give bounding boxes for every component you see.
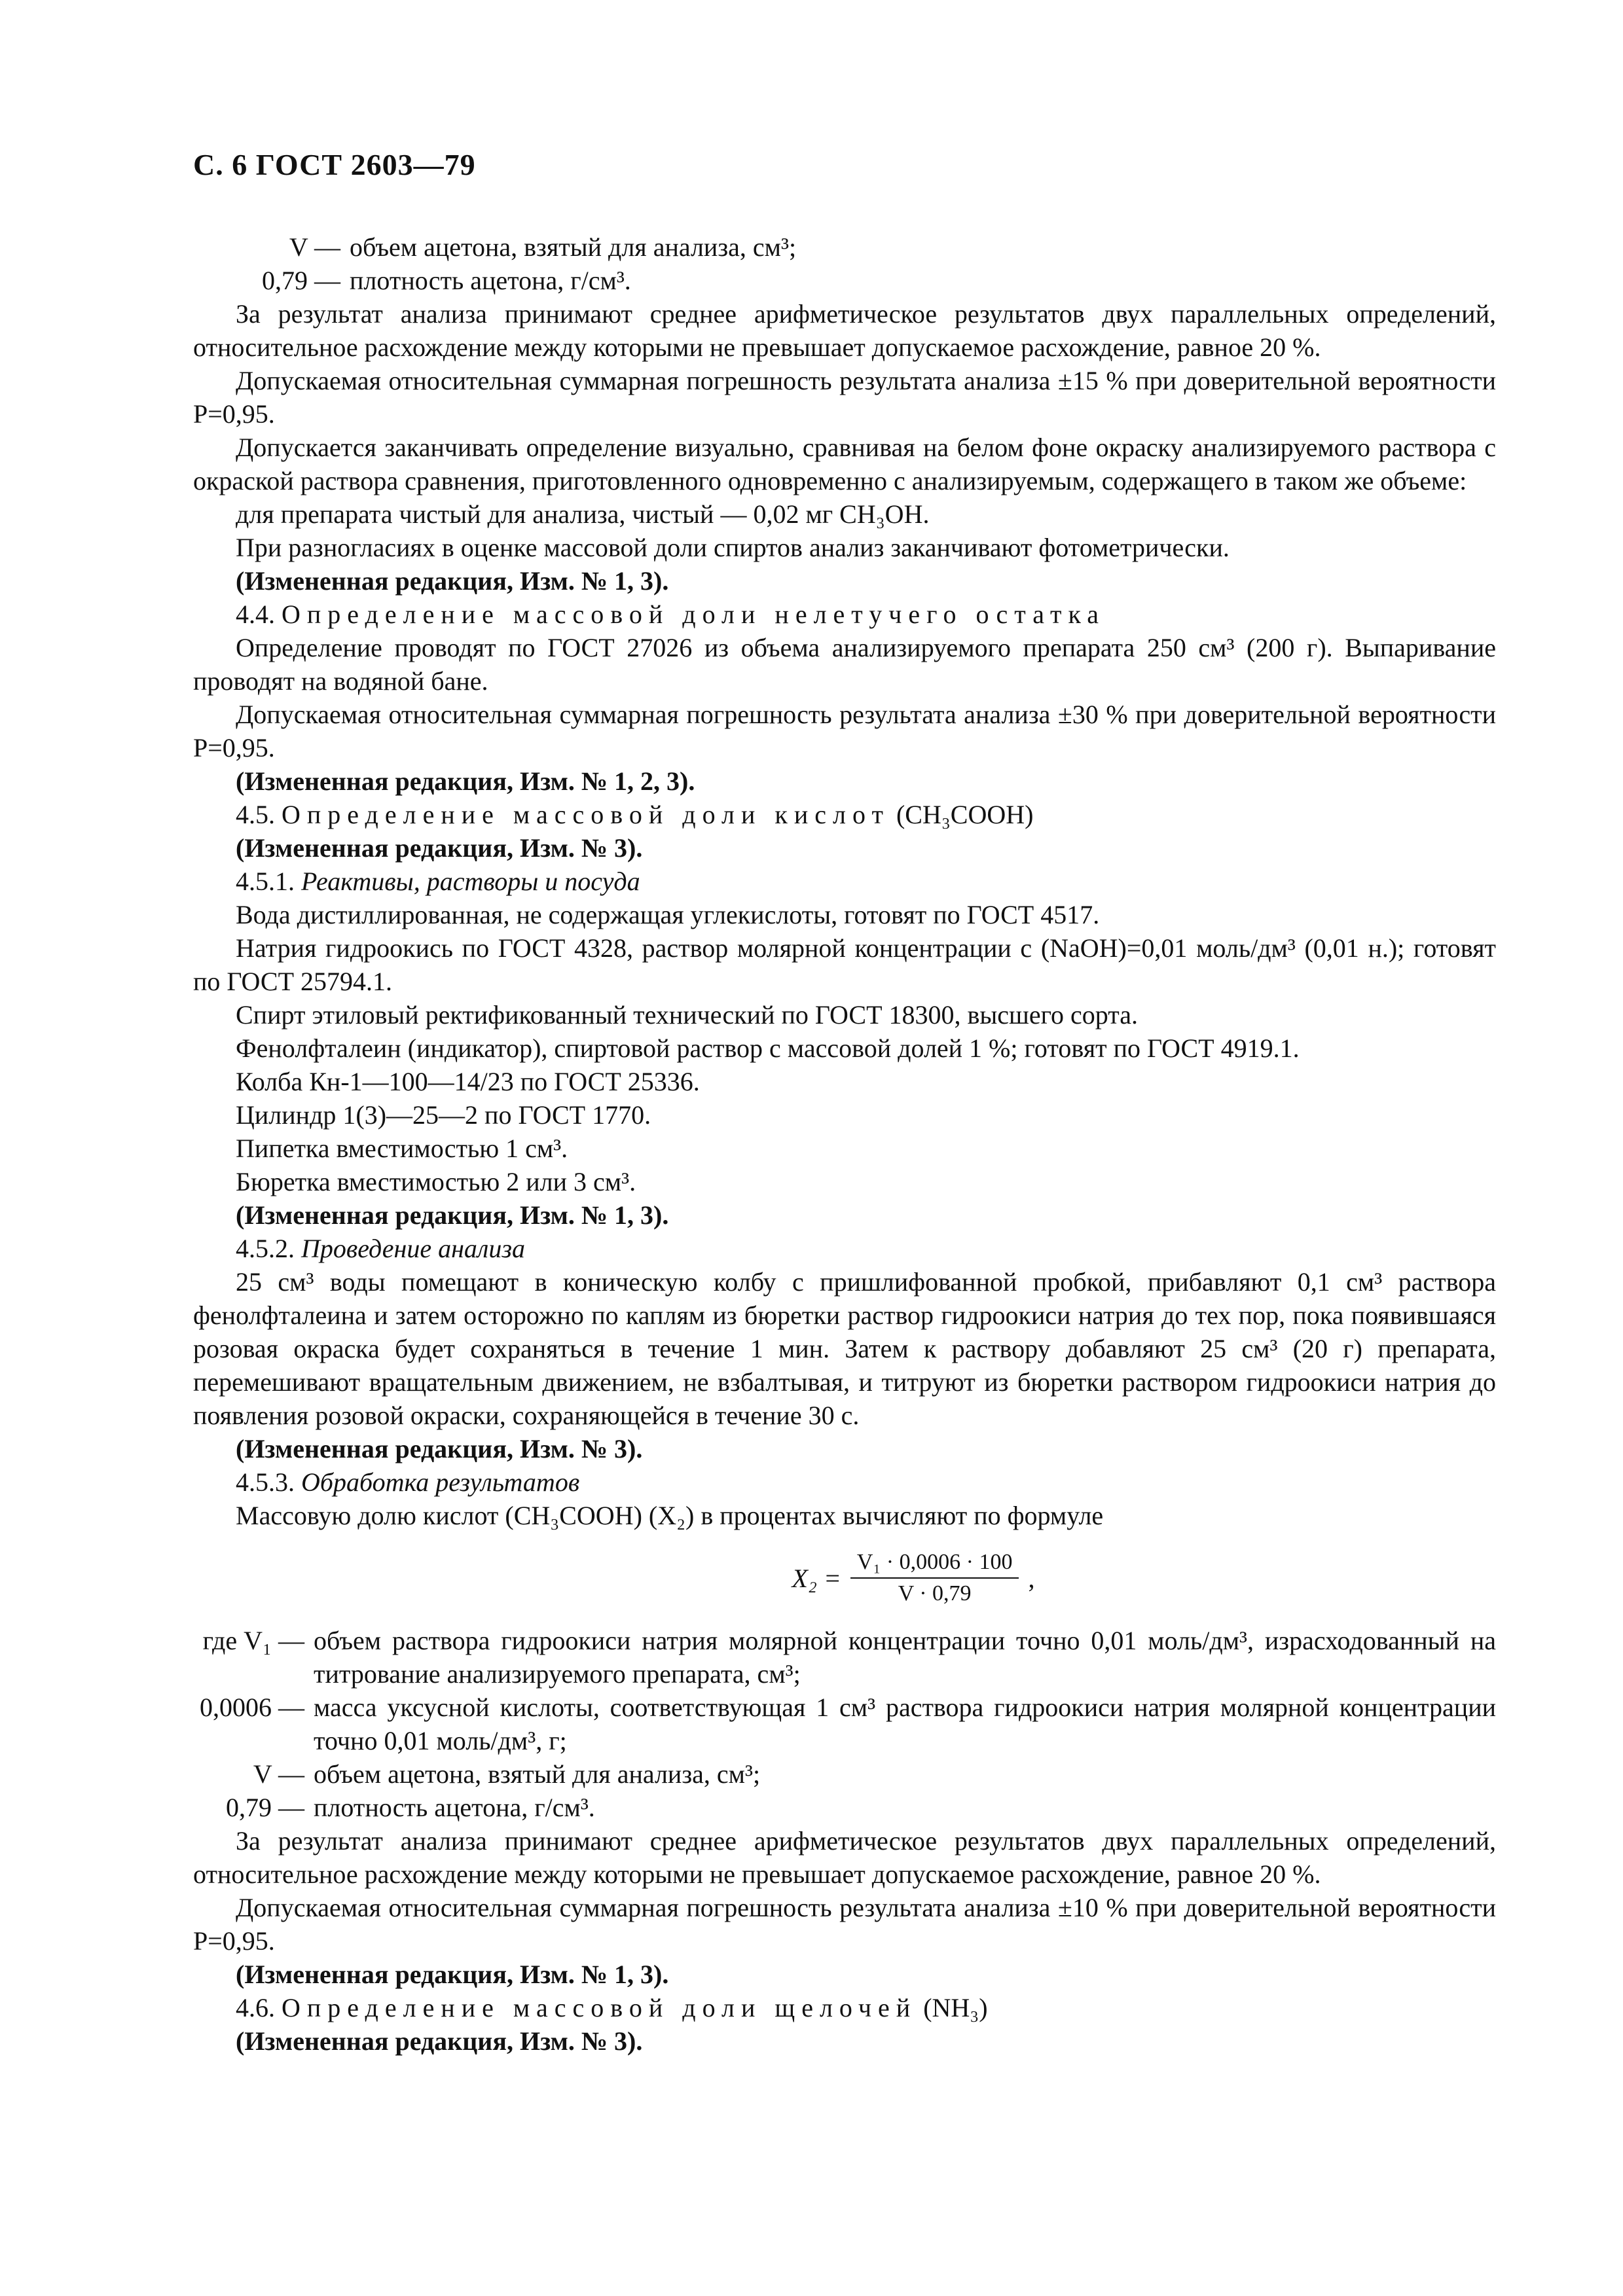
paragraph: За результат анализа принимают среднее арифметическое результатов двух параллельных определений, относительное расхождение между которыми не превышает допускаемое расхождение, равное 20 %.: [193, 1826, 1496, 1889]
definition-desc: объем ацетона, взятый для анализа, см³;: [314, 1759, 761, 1789]
subsection-number: 4.5.2.: [236, 1234, 295, 1263]
definition-row: [193, 230, 1496, 264]
definition-row: [193, 1757, 1496, 1791]
definition-row: [193, 1791, 1496, 1824]
section-title: Определение массовой доли нелетучего остатка: [282, 600, 1106, 629]
section-heading: [193, 1991, 1496, 2024]
paragraph: Определение проводят по ГОСТ 27026 из объема анализируемого препарата 250 см³ (200 г). Выпаривание проводят на водяной бане.: [193, 633, 1496, 696]
document-body: [193, 230, 1496, 2058]
definition-row: [193, 1624, 1496, 1691]
reagent-item: Бюретка вместимостью 2 или 3 см³.: [236, 1167, 636, 1196]
subsection-title: Обработка результатов: [301, 1467, 580, 1497]
section-title: Определение массовой доли кислот: [282, 800, 890, 829]
subsection-number: 4.5.3.: [236, 1467, 295, 1497]
section-formula: (NH₃): [923, 1993, 988, 2022]
section-number: 4.5.: [236, 800, 275, 829]
section-number: 4.6.: [236, 1993, 275, 2022]
formula-tail: ,: [1028, 1563, 1035, 1593]
definition-term: где V₁ —: [202, 1626, 304, 1655]
subsection-heading: [193, 1232, 1496, 1265]
paragraph: При разногласиях в оценке массовой доли спиртов анализ заканчивают фотометрически.: [236, 533, 1230, 562]
definition-term: V —: [289, 232, 340, 262]
reagent-item: Натрия гидроокись по ГОСТ 4328, раствор молярной концентрации c (NaOH)=0,01 моль/дм³ (0,01 н.); готовят по ГОСТ 25794.1.: [193, 933, 1496, 996]
definition-term: 0,0006 —: [200, 1693, 304, 1722]
subsection-title: Реактивы, растворы и посуда: [301, 867, 640, 896]
definition-desc: плотность ацетона, г/см³.: [350, 266, 631, 295]
definition-desc: масса уксусной кислоты, соответствующая 1 см³ раствора гидроокиси натрия молярной концентрации точно 0,01 моль/дм³, г;: [314, 1693, 1496, 1755]
edition-note: (Измененная редакция, Изм. № 1, 3).: [236, 1960, 669, 1989]
edition-note: (Измененная редакция, Изм. № 3).: [236, 1434, 643, 1463]
definition-term: 0,79 —: [226, 1793, 304, 1822]
paragraph: Допускаемая относительная суммарная погрешность результата анализа ±30 % при доверительной вероятности P=0,95.: [193, 700, 1496, 762]
paragraph: Допускаемая относительная суммарная погрешность результата анализа ±15 % при доверительной вероятности P=0,95.: [193, 366, 1496, 429]
edition-note: (Измененная редакция, Изм. № 1, 3).: [236, 566, 669, 596]
formula: [193, 1532, 1496, 1624]
subsection-number: 4.5.1.: [236, 867, 295, 896]
definition-desc: объем раствора гидроокиси натрия молярной концентрации точно 0,01 моль/дм³, израсходованный на титрование анализируемого препарата, см³;: [314, 1626, 1496, 1689]
reagent-item: Пипетка вместимостью 1 см³.: [236, 1134, 568, 1163]
definition-row: [193, 1691, 1496, 1757]
section-formula: (CH₃COOH): [896, 800, 1034, 829]
subsection-heading: [193, 1465, 1496, 1499]
edition-note: (Измененная редакция, Изм. № 1, 3).: [236, 1200, 669, 1230]
page-header: С. 6 ГОСТ 2603—79: [193, 148, 476, 181]
definition-desc: плотность ацетона, г/см³.: [314, 1793, 595, 1822]
definition-term: V —: [253, 1759, 304, 1789]
subsection-heading: [193, 865, 1496, 898]
section-heading: [193, 798, 1496, 831]
definition-term: 0,79 —: [262, 266, 340, 295]
reagent-item: Цилиндр 1(3)—25—2 по ГОСТ 1770.: [236, 1100, 651, 1130]
edition-note: (Измененная редакция, Изм. № 1, 2, 3).: [236, 766, 695, 796]
paragraph: За результат анализа принимают среднее арифметическое результатов двух параллельных определений, относительное расхождение между которыми не превышает допускаемое расхождение, равное 20 %.: [193, 299, 1496, 362]
formula-numerator: V₁ · 0,0006 · 100: [850, 1549, 1019, 1579]
formula-fraction: [850, 1549, 1019, 1607]
section-heading: [193, 598, 1496, 631]
section-title: Определение массовой доли щелочей: [282, 1993, 917, 2022]
reagent-item: Вода дистиллированная, не содержащая углекислоты, готовят по ГОСТ 4517.: [236, 900, 1100, 929]
section-number: 4.4.: [236, 600, 275, 629]
formula-lhs: X₂ =: [792, 1563, 841, 1593]
reagent-item: Колба Кн-1—100—14/23 по ГОСТ 25336.: [236, 1067, 700, 1096]
paragraph: Массовую долю кислот (CH₃COOH) (X₂) в процентах вычисляют по формуле: [236, 1501, 1104, 1530]
paragraph: 25 см³ воды помещают в коническую колбу с пришлифованной пробкой, прибавляют 0,1 см³ раствора фенолфталеина и затем осторожно по каплям из бюретки раствор гидроокиси натрия до тех пор, пока появившаяся розовая окраска будет сохраняться в течение 1 мин. Затем к раствору добавляют 25 см³ (20 г) препарата, перемешивают вращательным движением, не взбалтывая, и титруют из бюретки раствором гидроокиси натрия до появления розовой окраски, сохраняющейся в течение 30 с.: [193, 1267, 1496, 1430]
paragraph: для препарата чистый для анализа, чистый — 0,02 мг CH₃OH.: [236, 499, 930, 529]
definition-desc: объем ацетона, взятый для анализа, см³;: [350, 232, 797, 262]
edition-note: (Измененная редакция, Изм. № 3).: [236, 2026, 643, 2056]
reagent-item: Спирт этиловый ректификованный технический по ГОСТ 18300, высшего сорта.: [236, 1000, 1138, 1030]
edition-note: (Измененная редакция, Изм. № 3).: [236, 833, 643, 863]
paragraph: Допускается заканчивать определение визуально, сравнивая на белом фоне окраску анализируемого раствора с окраской раствора сравнения, приготовленного одновременно с анализируемым, содержащего в таком же объеме:: [193, 433, 1496, 495]
formula-denominator: V · 0,79: [898, 1581, 972, 1605]
subsection-title: Проведение анализа: [301, 1234, 525, 1263]
reagent-item: Фенолфталеин (индикатор), спиртовой раствор с массовой долей 1 %; готовят по ГОСТ 4919.1.: [236, 1033, 1300, 1063]
paragraph: Допускаемая относительная суммарная погрешность результата анализа ±10 % при доверительной вероятности P=0,95.: [193, 1893, 1496, 1956]
definition-row: [193, 264, 1496, 297]
